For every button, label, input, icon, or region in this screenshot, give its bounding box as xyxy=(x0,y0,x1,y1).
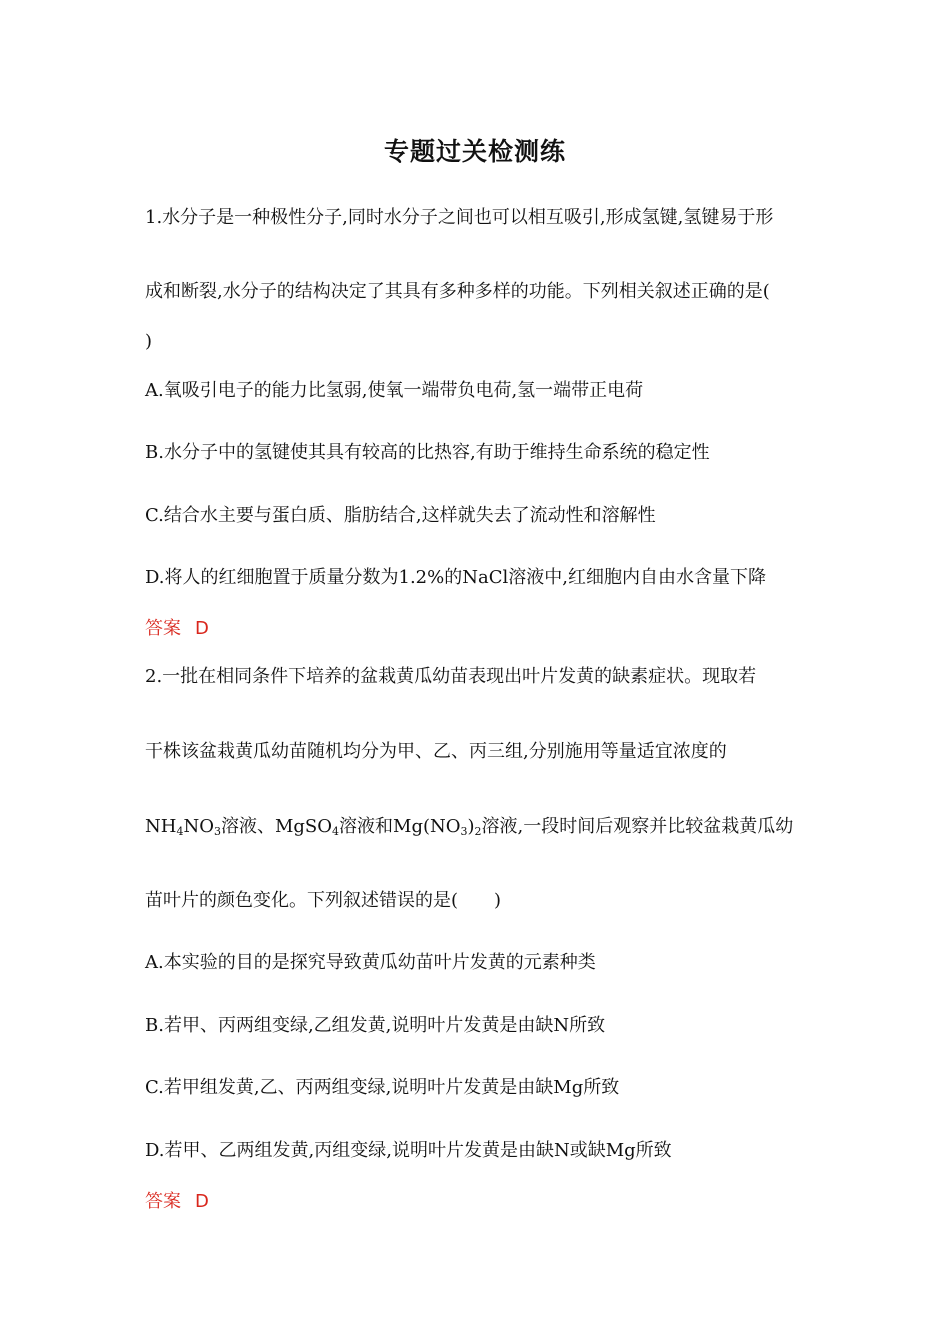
q1-answer-label: 答案 xyxy=(145,618,181,639)
q1-option-d: D.将人的红细胞置于质量分数为1.2%的NaCl溶液中,红细胞内自由水含量下降 xyxy=(145,567,766,588)
q1-stem-line-2: 成和断裂,水分子的结构决定了其具有多种多样的功能。下列相关叙述正确的是( xyxy=(145,281,770,302)
q1-option-a: A.氧吸引电子的能力比氢弱,使氧一端带负电荷,氢一端带正电荷 xyxy=(145,380,644,401)
q2-option-c: C.若甲组发黄,乙、丙两组变绿,说明叶片发黄是由缺Mg所致 xyxy=(145,1077,620,1098)
q2-option-d: D.若甲、乙两组发黄,丙组变绿,说明叶片发黄是由缺N或缺Mg所致 xyxy=(145,1140,672,1161)
q1-option-c: C.结合水主要与蛋白质、脂肪结合,这样就失去了流动性和溶解性 xyxy=(145,505,656,526)
page-title: 专题过关检测练 xyxy=(383,137,566,166)
q2-option-a: A.本实验的目的是探究导致黄瓜幼苗叶片发黄的元素种类 xyxy=(145,952,596,973)
q1-answer-value: D xyxy=(195,618,209,639)
formula-nh4no3: $NH_4NO_3$ xyxy=(145,816,221,838)
q2-answer-label: 答案 xyxy=(145,1191,181,1212)
q1-option-b: B.水分子中的氢键使其具有较高的比热容,有助于维持生命系统的稳定性 xyxy=(145,442,710,463)
q2-stem-line-2: 干株该盆栽黄瓜幼苗随机均分为甲、乙、丙三组,分别施用等量适宜浓度的 xyxy=(145,741,727,762)
formula-mgso4: 溶液、MgSO$_4$ xyxy=(220,816,340,838)
q1-answer xyxy=(145,617,209,641)
q2-stem-line-3 xyxy=(145,815,793,839)
formula-mgno32: 溶液和$Mg(NO_3)_2$ xyxy=(339,816,482,838)
q2-stem-line-1: 2.一批在相同条件下培养的盆栽黄瓜幼苗表现出叶片发黄的缺素症状。现取若 xyxy=(145,666,757,687)
q2-answer xyxy=(145,1190,209,1214)
q2-answer-value: D xyxy=(195,1191,209,1212)
q2-stem-line-4: 苗叶片的颜色变化。下列叙述错误的是( ) xyxy=(145,890,502,911)
q2-option-b: B.若甲、丙两组变绿,乙组发黄,说明叶片发黄是由缺N所致 xyxy=(145,1015,606,1036)
q2-stem-line-3-tail: 溶液,一段时间后观察并比较盆栽黄瓜幼 xyxy=(481,816,794,837)
q1-stem-line-1: 1.水分子是一种极性分子,同时水分子之间也可以相互吸引,形成氢键,氢键易于形 xyxy=(145,207,774,228)
q1-stem-line-3: ) xyxy=(145,331,153,352)
